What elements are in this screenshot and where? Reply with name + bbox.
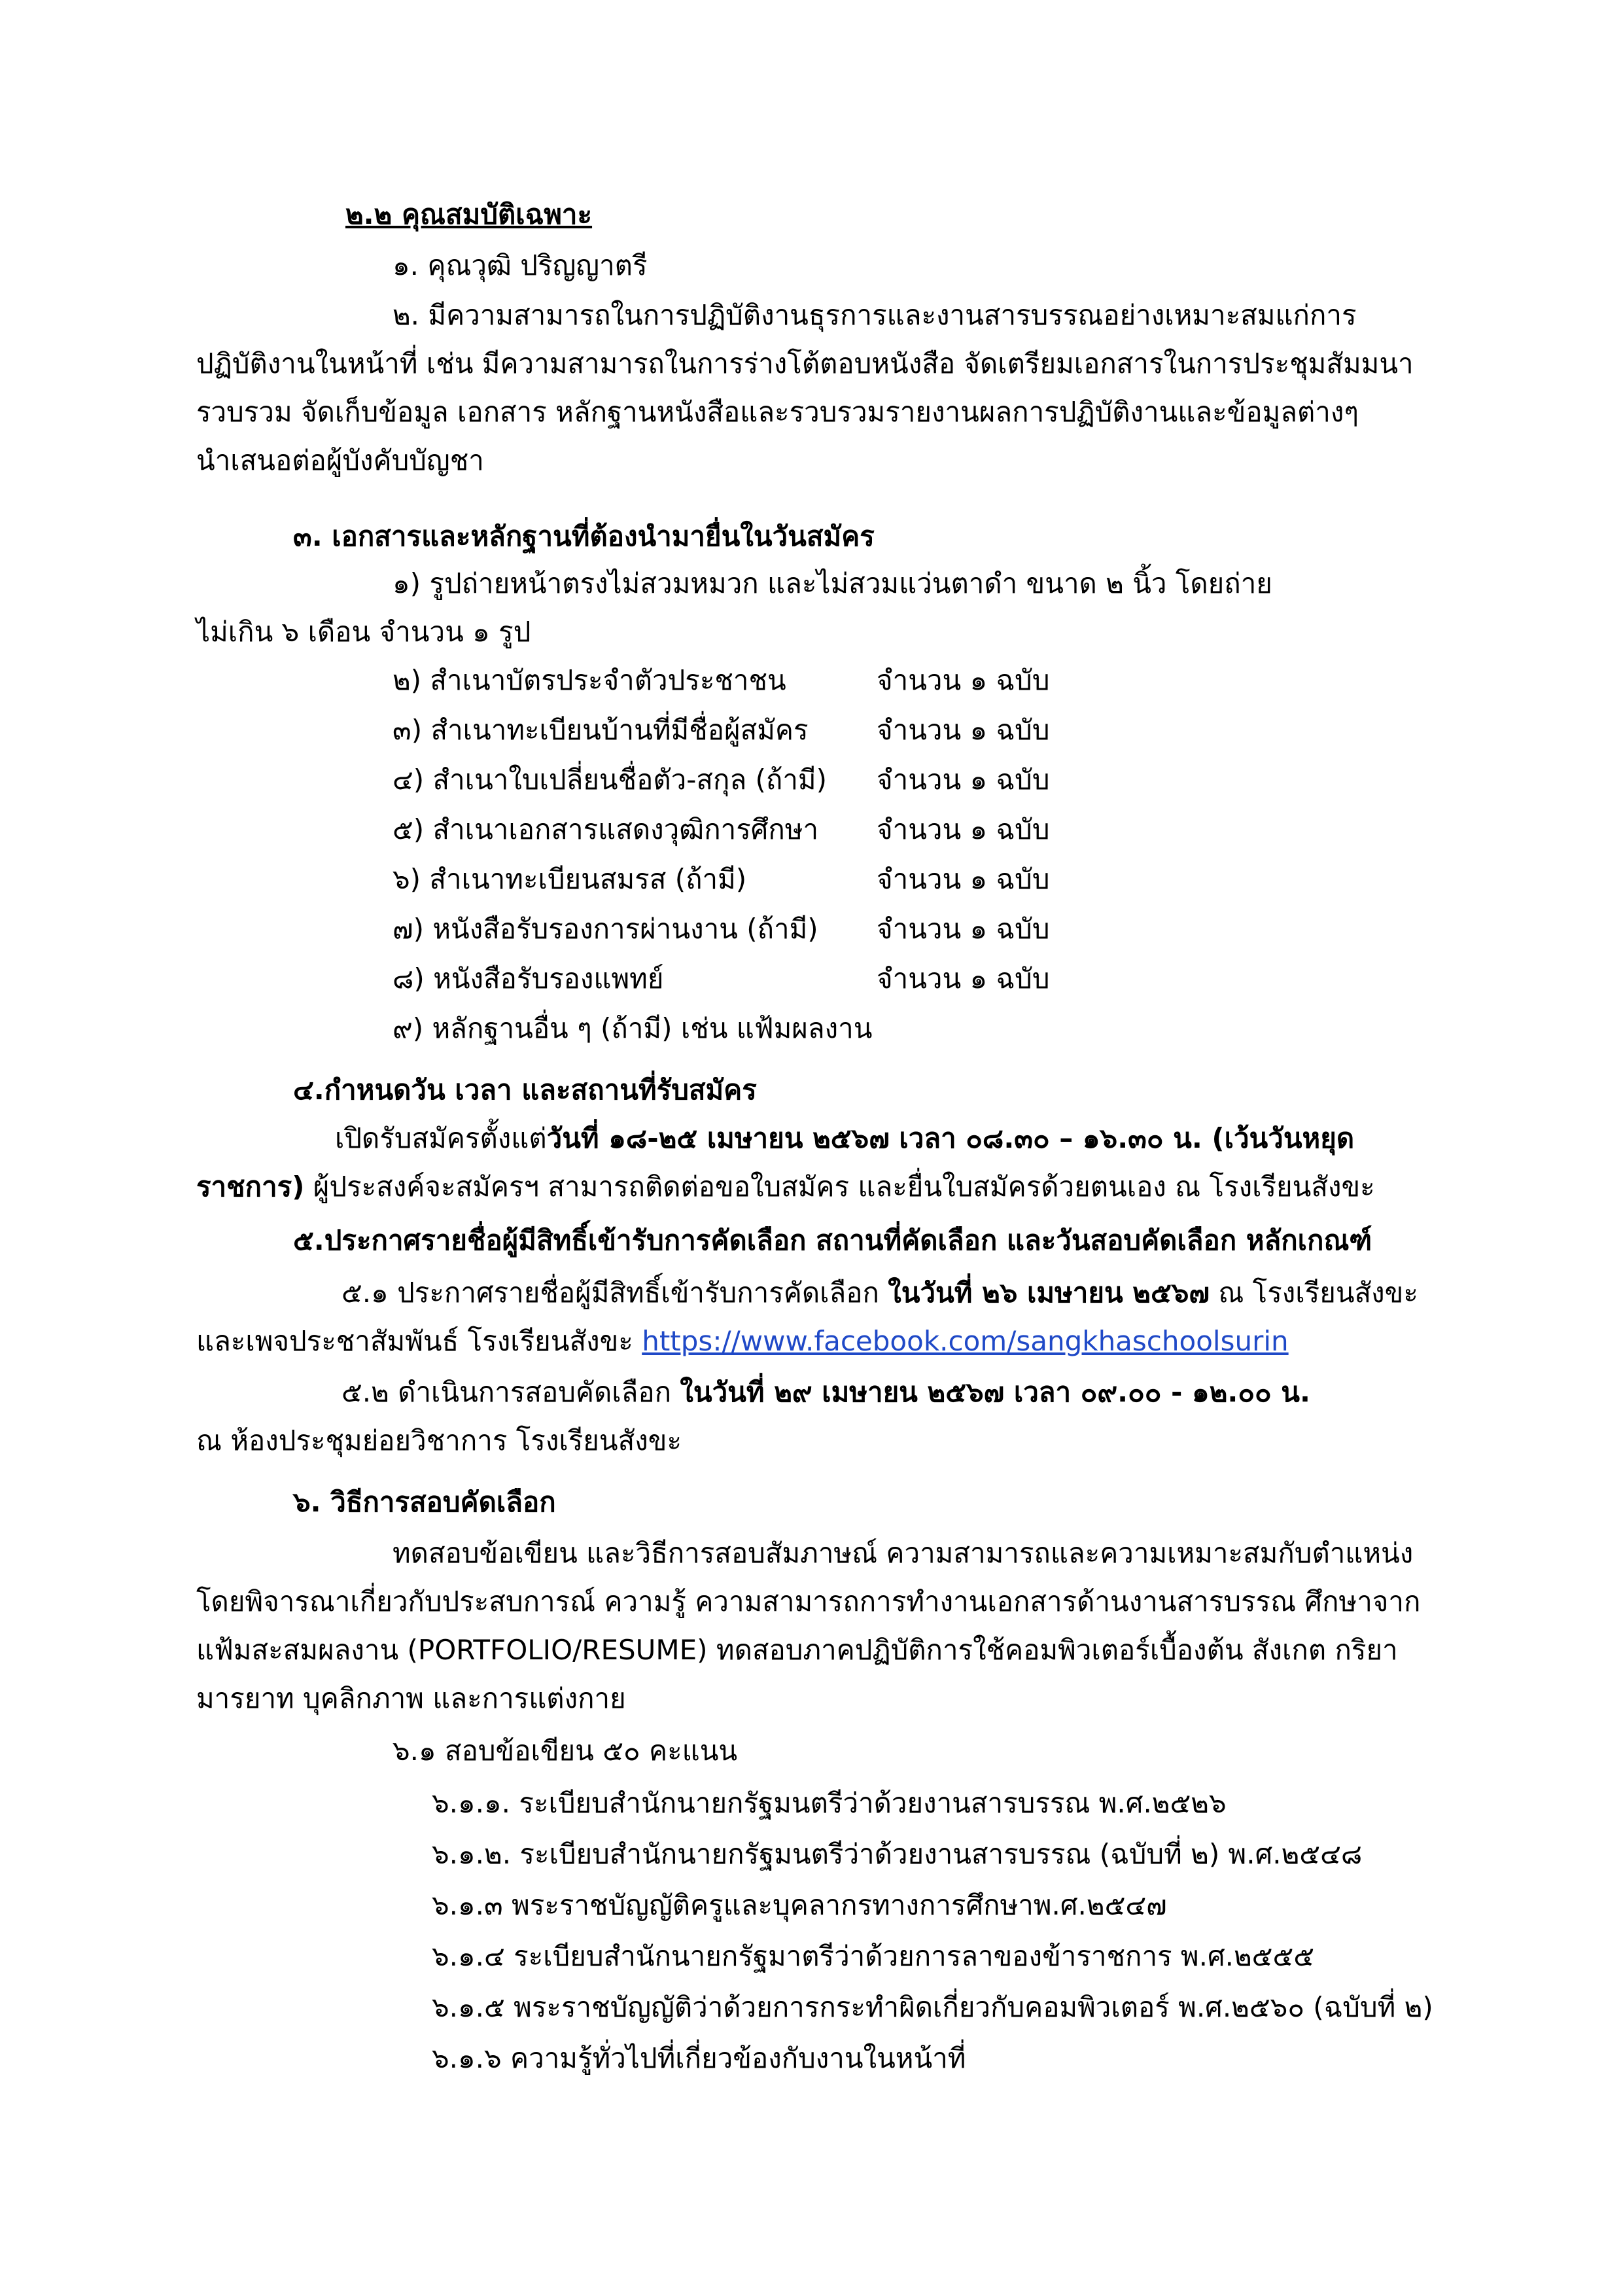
doc-item-qty: จำนวน ๑ ฉบับ <box>877 963 1050 995</box>
section-2-2-heading: ๒.๒ คุณสมบัติเฉพาะ <box>345 198 593 230</box>
doc-item <box>393 910 1050 949</box>
section-6-heading: ๖. วิธีการสอบคัดเลือก <box>293 1486 556 1518</box>
exam-topic-item: ๖.๑.๑. ระเบียบสำนักนายกรัฐมนตรีว่าด้วยงานสารบรรณ พ.ศ.๒๕๒๖ <box>432 1787 1227 1819</box>
exam-schedule-date: ในวันที่ ๒๙ เมษายน ๒๕๖๗ เวลา ๐๙.๐๐ - ๑๒.๐๐ น. <box>680 1376 1310 1408</box>
application-period-holiday: ราชการ) <box>196 1171 305 1203</box>
doc-item-label: ๖) สำเนาทะเบียนสมรส (ถ้ามี) <box>393 863 747 895</box>
doc-item-qty: จำนวน ๑ ฉบับ <box>877 714 1050 746</box>
qualification-item-2-line-1: ๒. มีความสามารถในการปฏิบัติงานธุรการและงานสารบรรณอย่างเหมาะสมแก่การ <box>393 299 1357 331</box>
written-exam-heading: ๖.๑ สอบข้อเขียน ๕๐ คะแนน <box>393 1735 738 1767</box>
doc-item <box>393 661 1050 700</box>
doc-item <box>393 760 1050 800</box>
selection-method-line-4: มารยาท บุคลิกภาพ และการแต่งกาย <box>196 1682 626 1714</box>
section-3-heading: ๓. เอกสารและหลักฐานที่ต้องนำมายื่นในวันสมัคร <box>293 520 875 552</box>
announcement-page-label: และเพจประชาสัมพันธ์ โรงเรียนสังขะ <box>196 1325 642 1357</box>
application-period-line-2 <box>196 1167 1375 1207</box>
exam-location: ณ ห้องประชุมย่อยวิชาการ โรงเรียนสังขะ <box>196 1424 682 1457</box>
exam-topic-item: ๖.๑.๒. ระเบียบสำนักนายกรัฐมนตรีว่าด้วยงานสารบรรณ (ฉบับที่ ๒) พ.ศ.๒๕๔๘ <box>432 1838 1363 1870</box>
application-period-line-1 <box>335 1119 1354 1158</box>
doc-item-1-line-2: ไม่เกิน ๖ เดือน จำนวน ๑ รูป <box>196 616 531 648</box>
exam-topic-item: ๖.๑.๔ ระเบียบสำนักนายกรัฐมาตรีว่าด้วยการลาของข้าราชการ พ.ศ.๒๕๕๕ <box>432 1940 1315 1972</box>
exam-topic-item: ๖.๑.๓ พระราชบัญญัติครูและบุคลากรทางการศึกษาพ.ศ.๒๕๔๗ <box>432 1889 1167 1921</box>
application-period-dates: วันที่ ๑๘-๒๕ เมษายน ๒๕๖๗ เวลา ๐๘.๓๐ – ๑๖.๓๐ น. (เว้นวันหยุด <box>546 1122 1355 1154</box>
qualification-item-2-line-4: นำเสนอต่อผู้บังคับบัญชา <box>196 444 484 476</box>
doc-item <box>393 860 1050 899</box>
section-5-heading: ๕.ประกาศรายชื่อผู้มีสิทธิ์เข้ารับการคัดเลือก สถานที่คัดเลือก และวันสอบคัดเลือก หลักเกณฑ์ <box>293 1224 1372 1256</box>
application-location: ผู้ประสงค์จะสมัครฯ สามารถติดต่อขอใบสมัคร และยื่นใบสมัครด้วยตนเอง ณ โรงเรียนสังขะ <box>304 1171 1375 1203</box>
doc-item-label: ๓) สำเนาทะเบียนบ้านที่มีชื่อผู้สมัคร <box>393 714 809 746</box>
selection-method-line-2: โดยพิจารณาเกี่ยวกับประสบการณ์ ความรู้ ความสามารถการทำงานเอกสารด้านงานสารบรรณ ศึกษาจาก <box>196 1585 1421 1617</box>
doc-item-label: ๔) สำเนาใบเปลี่ยนชื่อตัว-สกุล (ถ้ามี) <box>393 764 828 796</box>
exam-schedule-intro: ๕.๒ ดำเนินการสอบคัดเลือก <box>341 1376 680 1408</box>
exam-topic-item: ๖.๑.๖ ความรู้ทั่วไปที่เกี่ยวข้องกับงานในหน้าที่ <box>432 2042 966 2074</box>
doc-item-qty: จำนวน ๑ ฉบับ <box>877 913 1050 945</box>
qualification-item-2-line-3: รวบรวม จัดเก็บข้อมูล เอกสาร หลักฐานหนังสือและรวบรวมรายงานผลการปฏิบัติงานและข้อมูลต่างๆ <box>196 396 1359 428</box>
application-period-intro: เปิดรับสมัครตั้งแต่ <box>335 1122 547 1154</box>
exam-schedule-line-1 <box>341 1373 1310 1412</box>
selection-method-line-3: แฟ้มสะสมผลงาน (PORTFOLIO/RESUME) ทดสอบภาคปฏิบัติการใช้คอมพิวเตอร์เบื้องต้น สังเกต กริยา <box>196 1634 1398 1666</box>
doc-item-qty: จำนวน ๑ ฉบับ <box>877 664 1050 696</box>
announcement-intro: ๕.๑ ประกาศรายชื่อผู้มีสิทธิ์เข้ารับการคัดเลือก <box>341 1277 888 1309</box>
doc-item-label: ๕) สำเนาเอกสารแสดงวุฒิการศึกษา <box>393 813 819 845</box>
doc-item <box>393 810 1050 849</box>
doc-item-label: ๒) สำเนาบัตรประจำตัวประชาชน <box>393 664 786 696</box>
announcement-line-1 <box>341 1273 1418 1313</box>
doc-item-qty: จำนวน ๑ ฉบับ <box>877 764 1050 796</box>
doc-item <box>393 711 1050 750</box>
qualification-item-1: ๑. คุณวุฒิ ปริญญาตรี <box>393 249 648 281</box>
doc-item-qty: จำนวน ๑ ฉบับ <box>877 863 1050 895</box>
doc-item-1-line-1: ๑) รูปถ่ายหน้าตรงไม่สวมหมวก และไม่สวมแว่นตาดำ ขนาด ๒ นิ้ว โดยถ่าย <box>393 567 1272 599</box>
announcement-place: ณ โรงเรียนสังขะ <box>1210 1277 1418 1309</box>
exam-topic-item: ๖.๑.๕ พระราชบัญญัติว่าด้วยการกระทำผิดเกี่ยวกับคอมพิวเตอร์ พ.ศ.๒๕๖๐ (ฉบับที่ ๒) <box>432 1991 1433 2023</box>
doc-item-qty: จำนวน ๑ ฉบับ <box>877 813 1050 845</box>
selection-method-line-1: ทดสอบข้อเขียน และวิธีการสอบสัมภาษณ์ ความสามารถและความเหมาะสมกับตำแหน่ง <box>393 1537 1414 1569</box>
doc-item <box>393 959 1050 998</box>
section-4-heading: ๔.กำหนดวัน เวลา และสถานที่รับสมัคร <box>293 1074 757 1106</box>
qualification-item-2-line-2: ปฏิบัติงานในหน้าที่ เช่น มีความสามารถในการร่างโต้ตอบหนังสือ จัดเตรียมเอกสารในการประชุมสัมมนา <box>196 347 1414 380</box>
facebook-page-link[interactable]: https://www.facebook.com/sangkhaschoolsurin <box>642 1325 1289 1357</box>
doc-item-other: ๙) หลักฐานอื่น ๆ (ถ้ามี) เช่น แฟ้มผลงาน <box>393 1012 873 1044</box>
doc-item-label: ๗) หนังสือรับรองการผ่านงาน (ถ้ามี) <box>393 913 818 945</box>
announcement-line-2 <box>196 1322 1289 1361</box>
announcement-date: ในวันที่ ๒๖ เมษายน ๒๕๖๗ <box>888 1277 1210 1309</box>
doc-item-label: ๘) หนังสือรับรองแพทย์ <box>393 963 664 995</box>
